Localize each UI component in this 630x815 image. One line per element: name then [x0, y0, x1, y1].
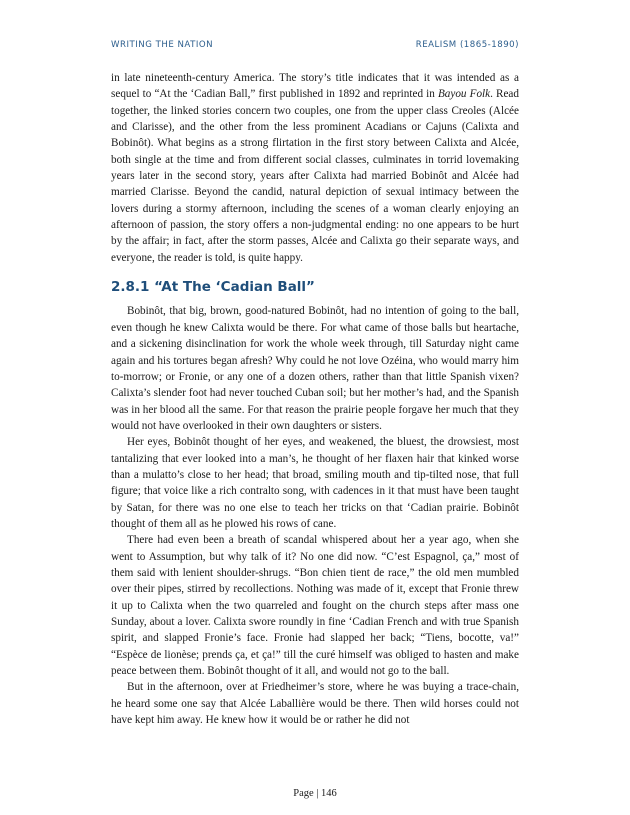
intro-paragraph — [111, 70, 519, 266]
intro-text-after: . Read together, the linked stories concern two couples, one from the upper class Creoles (Alcée and Clarisse), and the other from the less prominent Acadians or Cajuns (Calixta and Bobinôt). What begins as a strong flirtation in the first story between Calixta and Alcée, both single at the time and from different social classes, culminates in torrid lovemaking years later in the second story, years after Calixta had married Bobinôt and Alcée had married Clarisse. Beyond the candid, natural depiction of sexual intimacy between the lovers during a stormy afternoon, including the scenes of a woman clearly enjoying an afternoon of passion, the story offers a non-judgmental ending: no one appears to be hurt by the affair; in fact, after the storm passes, Alcée and Calixta go their separate ways, and everyone, the reader is told, is quite happy. — [111, 88, 519, 264]
page-number: Page | 146 — [293, 788, 337, 799]
header-left-title: WRITING THE NATION — [111, 40, 214, 50]
story-paragraph: But in the afternoon, over at Friedheimer’s store, where he was buying a trace-chain, he heard some one say that Alcée Laballière would be there. Then wild horses could not have kept him away. He knew how it would be or rather he did not — [111, 681, 519, 727]
section-heading: 2.8.1 “At The ‘Cadian Ball” — [111, 279, 315, 296]
story-paragraph: There had even been a breath of scandal whispered about her a year ago, when she went to Assumption, but why talk of it? No one did now. “C’est Espagnol, ça,” most of them said with lenient shoulder-shrugs. “Bon chien tient de race,” the old men mumbled over their pipes, stirred by recollections. Nothing was made of it, except that Fronie threw it up to Calixta when the two quarreled and fought on the church steps after mass one Sunday, about a lover. Calixta swore roundly in fine ‘Cadian French and with true Spanish spirit, and slapped Fronie’s face. Fronie had slapped her back; “Tiens, bocotte, va!” “Espèce de lionèse; prends ça, et ça!” till the curé himself was obliged to hasten and make peace between them. Bobinôt thought of it all, and would not go to the ball. — [111, 534, 519, 678]
body-text — [111, 70, 519, 728]
intro-text-before: in late nineteenth-century America. The story’s title indicates that it was intended as a sequel to “At the ‘Cadian Ball,” first published in 1892 and reprinted in — [111, 72, 519, 101]
running-header — [111, 40, 519, 50]
header-right-title: REALISM (1865-1890) — [415, 40, 519, 50]
story-paragraph: Bobinôt, that big, brown, good-natured Bobinôt, had no intention of going to the ball, even though he knew Calixta would be there. For what came of those balls but heartache, and a sickening disinclination for work the whole week through, till Saturday night came again and his tortures began afresh? Why could he not love Ozéina, who would marry him to-morrow; or Fronie, or any one of a dozen others, rather than that little Spanish vixen? Calixta’s slender foot had never touched Cuban soil; but her mother’s had, and the Spanish was in her blood all the same. For that reason the prairie people forgave her much that they would not have overlooked in their own daughters or sisters. — [111, 305, 519, 432]
story-paragraph: Her eyes, Bobinôt thought of her eyes, and weakened, the bluest, the drowsiest, most tantalizing that ever looked into a man’s, he thought of her flaxen hair that kinked worse than a mulatto’s close to her head; that broad, smiling mouth and tip-tilted nose, that full figure; that voice like a rich contralto song, with cadences in it that must have been taught by Satan, for there was no one else to teach her tricks on that ‘Cadian prairie. Bobinôt thought of them all as he plowed his rows of cane. — [111, 436, 519, 530]
book-title: Bayou Folk — [437, 88, 491, 101]
